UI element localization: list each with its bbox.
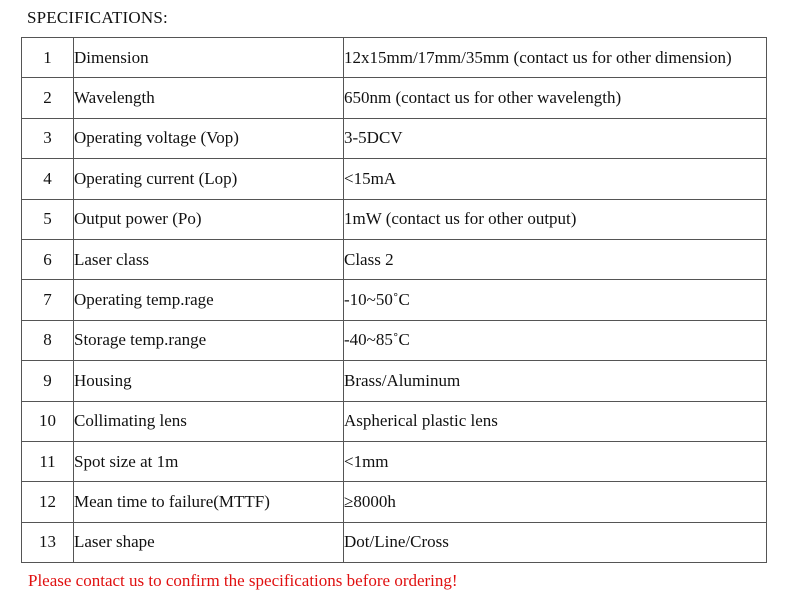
spec-name: Output power (Po) (74, 199, 344, 239)
row-number: 1 (22, 38, 74, 78)
spec-value: Aspherical plastic lens (344, 401, 767, 441)
table-row (22, 280, 767, 320)
table-row (22, 38, 767, 78)
spec-name: Dimension (74, 38, 344, 78)
table-row (22, 199, 767, 239)
spec-value: 1mW (contact us for other output) (344, 199, 767, 239)
spec-name: Laser shape (74, 522, 344, 562)
table-row (22, 482, 767, 522)
row-number: 10 (22, 401, 74, 441)
row-number: 12 (22, 482, 74, 522)
spec-value: Class 2 (344, 239, 767, 279)
spec-name: Operating temp.rage (74, 280, 344, 320)
row-number: 11 (22, 441, 74, 481)
spec-value: <1mm (344, 441, 767, 481)
spec-value: Dot/Line/Cross (344, 522, 767, 562)
spec-name: Storage temp.range (74, 320, 344, 360)
table-row (22, 401, 767, 441)
spec-name: Wavelength (74, 78, 344, 118)
spec-value: 12x15mm/17mm/35mm (contact us for other dimension) (344, 38, 767, 78)
spec-name: Operating current (Lop) (74, 159, 344, 199)
spec-value: ≥8000h (344, 482, 767, 522)
ordering-note: Please contact us to confirm the specifications before ordering! (28, 571, 458, 590)
row-number: 13 (22, 522, 74, 562)
table-row (22, 320, 767, 360)
spec-name: Housing (74, 361, 344, 401)
table-row (22, 118, 767, 158)
spec-value: -40~85˚C (344, 320, 767, 360)
table-row (22, 159, 767, 199)
spec-name: Mean time to failure(MTTF) (74, 482, 344, 522)
table-row (22, 522, 767, 562)
row-number: 9 (22, 361, 74, 401)
table-row (22, 78, 767, 118)
spec-value: <15mA (344, 159, 767, 199)
spec-value: -10~50˚C (344, 280, 767, 320)
spec-value: Brass/Aluminum (344, 361, 767, 401)
row-number: 7 (22, 280, 74, 320)
spec-name: Spot size at 1m (74, 441, 344, 481)
row-number: 2 (22, 78, 74, 118)
table-row (22, 361, 767, 401)
row-number: 6 (22, 239, 74, 279)
row-number: 5 (22, 199, 74, 239)
spec-name: Collimating lens (74, 401, 344, 441)
row-number: 4 (22, 159, 74, 199)
spec-name: Operating voltage (Vop) (74, 118, 344, 158)
spec-value: 3-5DCV (344, 118, 767, 158)
row-number: 3 (22, 118, 74, 158)
table-row (22, 441, 767, 481)
specifications-table-body (22, 38, 767, 563)
spec-value: 650nm (contact us for other wavelength) (344, 78, 767, 118)
specifications-table (21, 37, 767, 563)
table-row (22, 239, 767, 279)
page-heading: SPECIFICATIONS: (27, 8, 168, 27)
spec-name: Laser class (74, 239, 344, 279)
row-number: 8 (22, 320, 74, 360)
